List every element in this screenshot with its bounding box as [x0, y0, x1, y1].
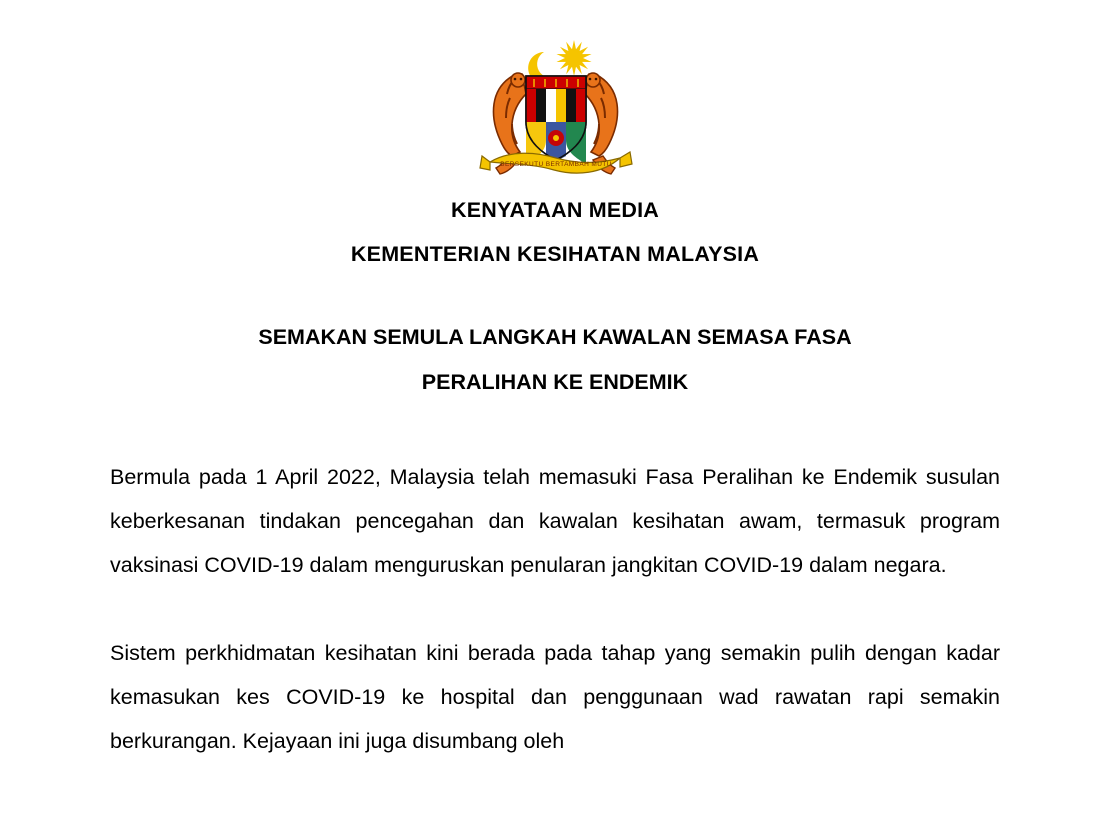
- emblem-container: [110, 28, 1000, 188]
- page-title-line-1: SEMAKAN SEMULA LANGKAH KAWALAN SEMASA FASA: [258, 325, 852, 349]
- header-line-2: KEMENTERIAN KESIHATAN MALAYSIA: [350, 241, 760, 266]
- document-body: [110, 455, 1000, 763]
- malaysia-coat-of-arms-icon: [448, 28, 663, 186]
- document-header: [110, 200, 1000, 393]
- page-title-line-2: PERALIHAN KE ENDEMIK: [421, 369, 689, 394]
- paragraph: Bermula pada 1 April 2022, Malaysia telah memasuki Fasa Peralihan ke Endemik susulan keberkesanan tindakan pencegahan dan kawalan kesihatan awam, termasuk program vaksinasi COVID-19 dalam menguruskan penularan jangkitan COVID-19 dalam negara.: [110, 465, 1000, 577]
- header-line-1: KENYATAAN MEDIA: [450, 198, 660, 222]
- paragraph: Sistem perkhidmatan kesihatan kini berada pada tahap yang semakin pulih dengan kadar kemasukan kes COVID-19 ke hospital dan penggunaan wad rawatan rapi semakin berkurangan. Kejayaan ini juga disumbang oleh: [110, 641, 1000, 753]
- svg-text:BERSEKUTU BERTAMBAH MUTU: BERSEKUTU BERTAMBAH MUTU: [499, 161, 612, 168]
